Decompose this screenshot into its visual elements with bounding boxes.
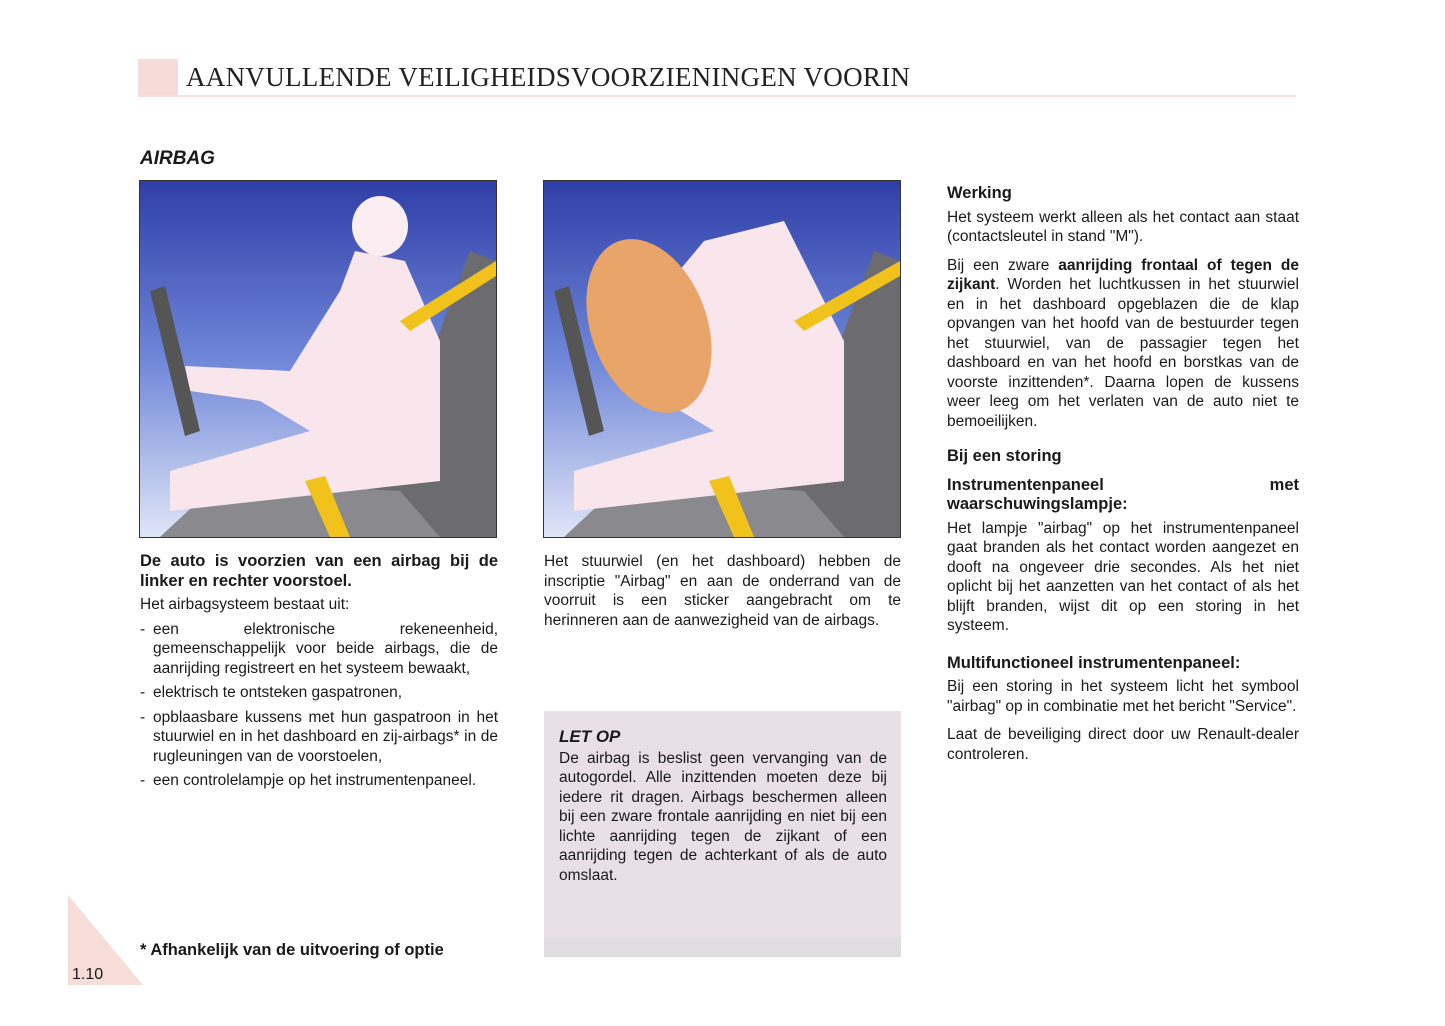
warning-box-strip: [544, 937, 901, 957]
driver-illustration: [139, 180, 497, 538]
panel1-text: Het lampje "airbag" op het instrumentenpaneel gaat branden als het contact worden aangezet en dooft na ongeveer drie secondes. Als het niet oplicht bij het aanzetten van het contact of als het blijft branden, wijst dit op een storing in het systeem.: [947, 519, 1299, 634]
text: . Worden het luchtkussen in het stuurwiel en in het dashboard opgeblazen die de klap opvangen van het hoofd van de bestuurder tegen het stuurwiel, van de passagier tegen het dashboard en van het hoofd en borstkas van de voorste inzittenden*. Daarna lopen de kussens weer leeg om het verlaten van de auto niet te bemoeilijken.: [947, 276, 1299, 430]
middle-column: [544, 552, 901, 639]
right-column: [947, 184, 1299, 773]
text: Bij een zware: [947, 256, 1059, 274]
page-number: 1.10: [72, 966, 104, 983]
list-item: - opblaasbare kussens met hun gaspatroon in het stuurwiel en in het dashboard en zij-airbags* in de rugleuningen van de voorstoelen,: [140, 708, 498, 767]
emphasis: aanrijding frontaal of tegen de zijkant: [947, 256, 1299, 293]
list-item: - een controlelampje op het instrumentenpaneel.: [140, 771, 498, 791]
warning-title: LET OP: [559, 727, 621, 746]
airbag-deployed-illustration: [543, 180, 901, 538]
footnote: * Afhankelijk van de uitvoering of optie: [140, 941, 444, 959]
werking-p2: [947, 256, 1299, 432]
page-title: AANVULLENDE VEILIGHEIDSVOORZIENINGEN VOORIN: [186, 62, 911, 92]
section-title: AIRBAG: [140, 148, 215, 169]
header-accent: [138, 59, 178, 95]
warning-box: [544, 711, 901, 957]
intro-text: Het airbagsysteem bestaat uit:: [140, 596, 350, 613]
component-list: [140, 620, 498, 791]
list-item: - een elektronische rekeneenheid, gemeenschappelijk voor beide airbags, die de aanrijding registreert en het systeem bewaakt,: [140, 620, 498, 679]
storing-heading: Bij een storing: [947, 447, 1062, 465]
closing-text: Laat de beveiliging direct door uw Renault-dealer controleren.: [947, 726, 1299, 763]
inscription-text: Het stuurwiel (en het dashboard) hebben de inscriptie "Airbag" en aan de onderrand van de voorruit is een sticker aangebracht om te herinneren aan de aanwezigheid van de airbags.: [544, 553, 901, 629]
werking-heading: Werking: [947, 184, 1012, 202]
warning-text: De airbag is beslist geen vervanging van de autogordel. Alle inzittenden moeten deze bij iedere rit dragen. Airbags beschermen alleen bij een zware frontale aanrijding en niet bij een lichte aanrijding tegen de zijkant of een aanrijding tegen de achterkant of als de auto omslaat.: [559, 749, 887, 884]
panel2-text: Bij een storing in het systeem licht het symbool "airbag" op in combinatie met het bericht "Service".: [947, 678, 1299, 715]
left-column: [140, 552, 498, 796]
list-item: - elektrisch te ontsteken gaspatronen,: [140, 683, 498, 703]
werking-p1: Het systeem werkt alleen als het contact aan staat (contactsleutel in stand "M").: [947, 208, 1299, 245]
lead-text: De auto is voorzien van een airbag bij de linker en rechter voorstoel.: [140, 552, 498, 590]
header-rule: [138, 95, 1296, 97]
panel1-heading: Instrumentenpaneel met waarschuwingslampje:: [947, 475, 1299, 513]
panel2-heading: Multifunctioneel instrumentenpaneel:: [947, 653, 1241, 672]
